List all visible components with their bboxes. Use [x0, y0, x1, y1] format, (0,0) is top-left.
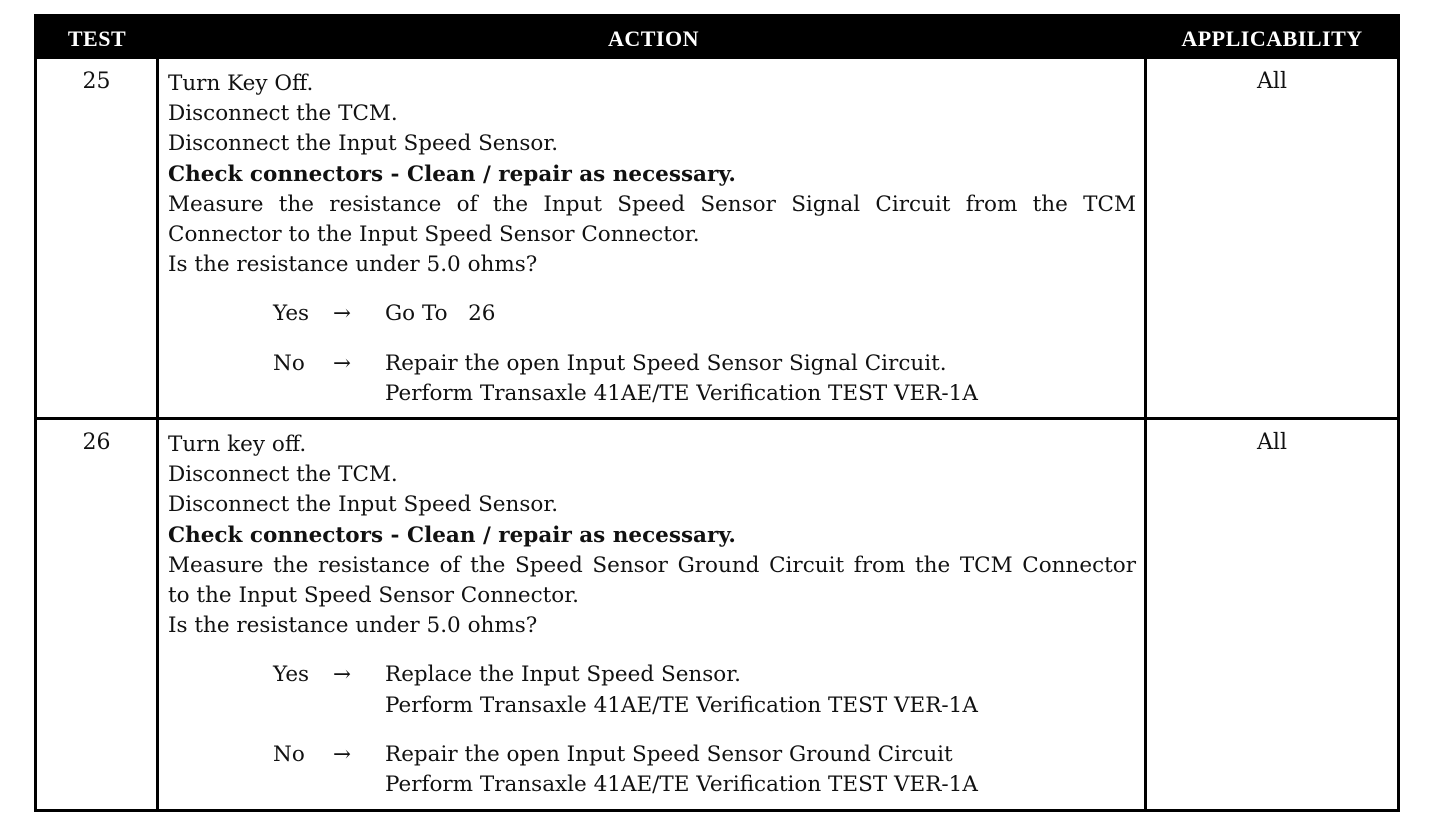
table-row — [37, 59, 1397, 417]
answer-label: Yes — [273, 662, 310, 688]
table-header — [37, 17, 1397, 59]
action-line: Measure the resistance of the Input Speed Sensor Signal Circuit from the TCM — [168, 191, 1136, 217]
action-cell — [159, 59, 1144, 417]
action-line: Measure the resistance of the Speed Sensor Ground Circuit from the TCM Connector — [168, 552, 1136, 578]
header-action: ACTION — [607, 26, 699, 51]
applicability-value: All — [1257, 69, 1287, 94]
answer-label: No — [273, 350, 305, 376]
action-line: Turn key off. — [168, 432, 307, 457]
action-cell — [159, 420, 1144, 809]
action-question: Is the resistance under 5.0 ohms? — [168, 613, 538, 639]
action-line: Disconnect the Input Speed Sensor. — [168, 492, 559, 518]
branch-result — [385, 299, 495, 329]
action-line: Turn Key Off. — [168, 71, 314, 96]
branch-yes — [168, 299, 1136, 329]
arrow-icon: → — [333, 662, 352, 688]
answer-label: No — [273, 741, 305, 767]
action-question: Is the resistance under 5.0 ohms? — [168, 252, 538, 278]
diagnostic-table — [34, 14, 1400, 812]
test-number: 26 — [82, 430, 111, 455]
action-line: Disconnect the TCM. — [168, 101, 398, 127]
action-line: Connector to the Input Speed Sensor Connector. — [168, 222, 700, 248]
result-line: Perform Transaxle 41AE/TE Verification TEST VER-1A — [385, 380, 978, 406]
test-number: 25 — [82, 69, 111, 94]
result-line: Repair the open Input Speed Sensor Ground Circuit — [385, 741, 953, 767]
result-line: Go To 26 — [385, 301, 496, 327]
action-line-emphasis: Check connectors - Clean / repair as necessary. — [168, 522, 736, 548]
action-line: Disconnect the Input Speed Sensor. — [168, 131, 559, 157]
result-line: Perform Transaxle 41AE/TE Verification TEST VER-1A — [385, 692, 978, 718]
applicability-value: All — [1257, 430, 1287, 455]
arrow-icon: → — [333, 741, 352, 767]
branch-result — [385, 740, 978, 800]
branch-result — [385, 349, 978, 409]
result-line: Replace the Input Speed Sensor. — [385, 662, 741, 688]
table-row — [37, 420, 1397, 809]
arrow-icon: → — [333, 301, 352, 327]
branch-result — [385, 660, 978, 720]
arrow-icon: → — [333, 350, 352, 376]
branch-no — [168, 740, 1136, 800]
action-line-emphasis: Check connectors - Clean / repair as necessary. — [168, 161, 736, 187]
result-line: Repair the open Input Speed Sensor Signal Circuit. — [385, 350, 947, 376]
header-test: TEST — [67, 26, 127, 51]
result-line: Perform Transaxle 41AE/TE Verification TEST VER-1A — [385, 772, 978, 798]
branch-no — [168, 349, 1136, 409]
action-line: Disconnect the TCM. — [168, 462, 398, 488]
branch-yes — [168, 660, 1136, 720]
answer-label: Yes — [273, 301, 310, 327]
header-applicability: APPLICABILITY — [1181, 26, 1363, 51]
action-line: to the Input Speed Sensor Connector. — [168, 583, 579, 609]
